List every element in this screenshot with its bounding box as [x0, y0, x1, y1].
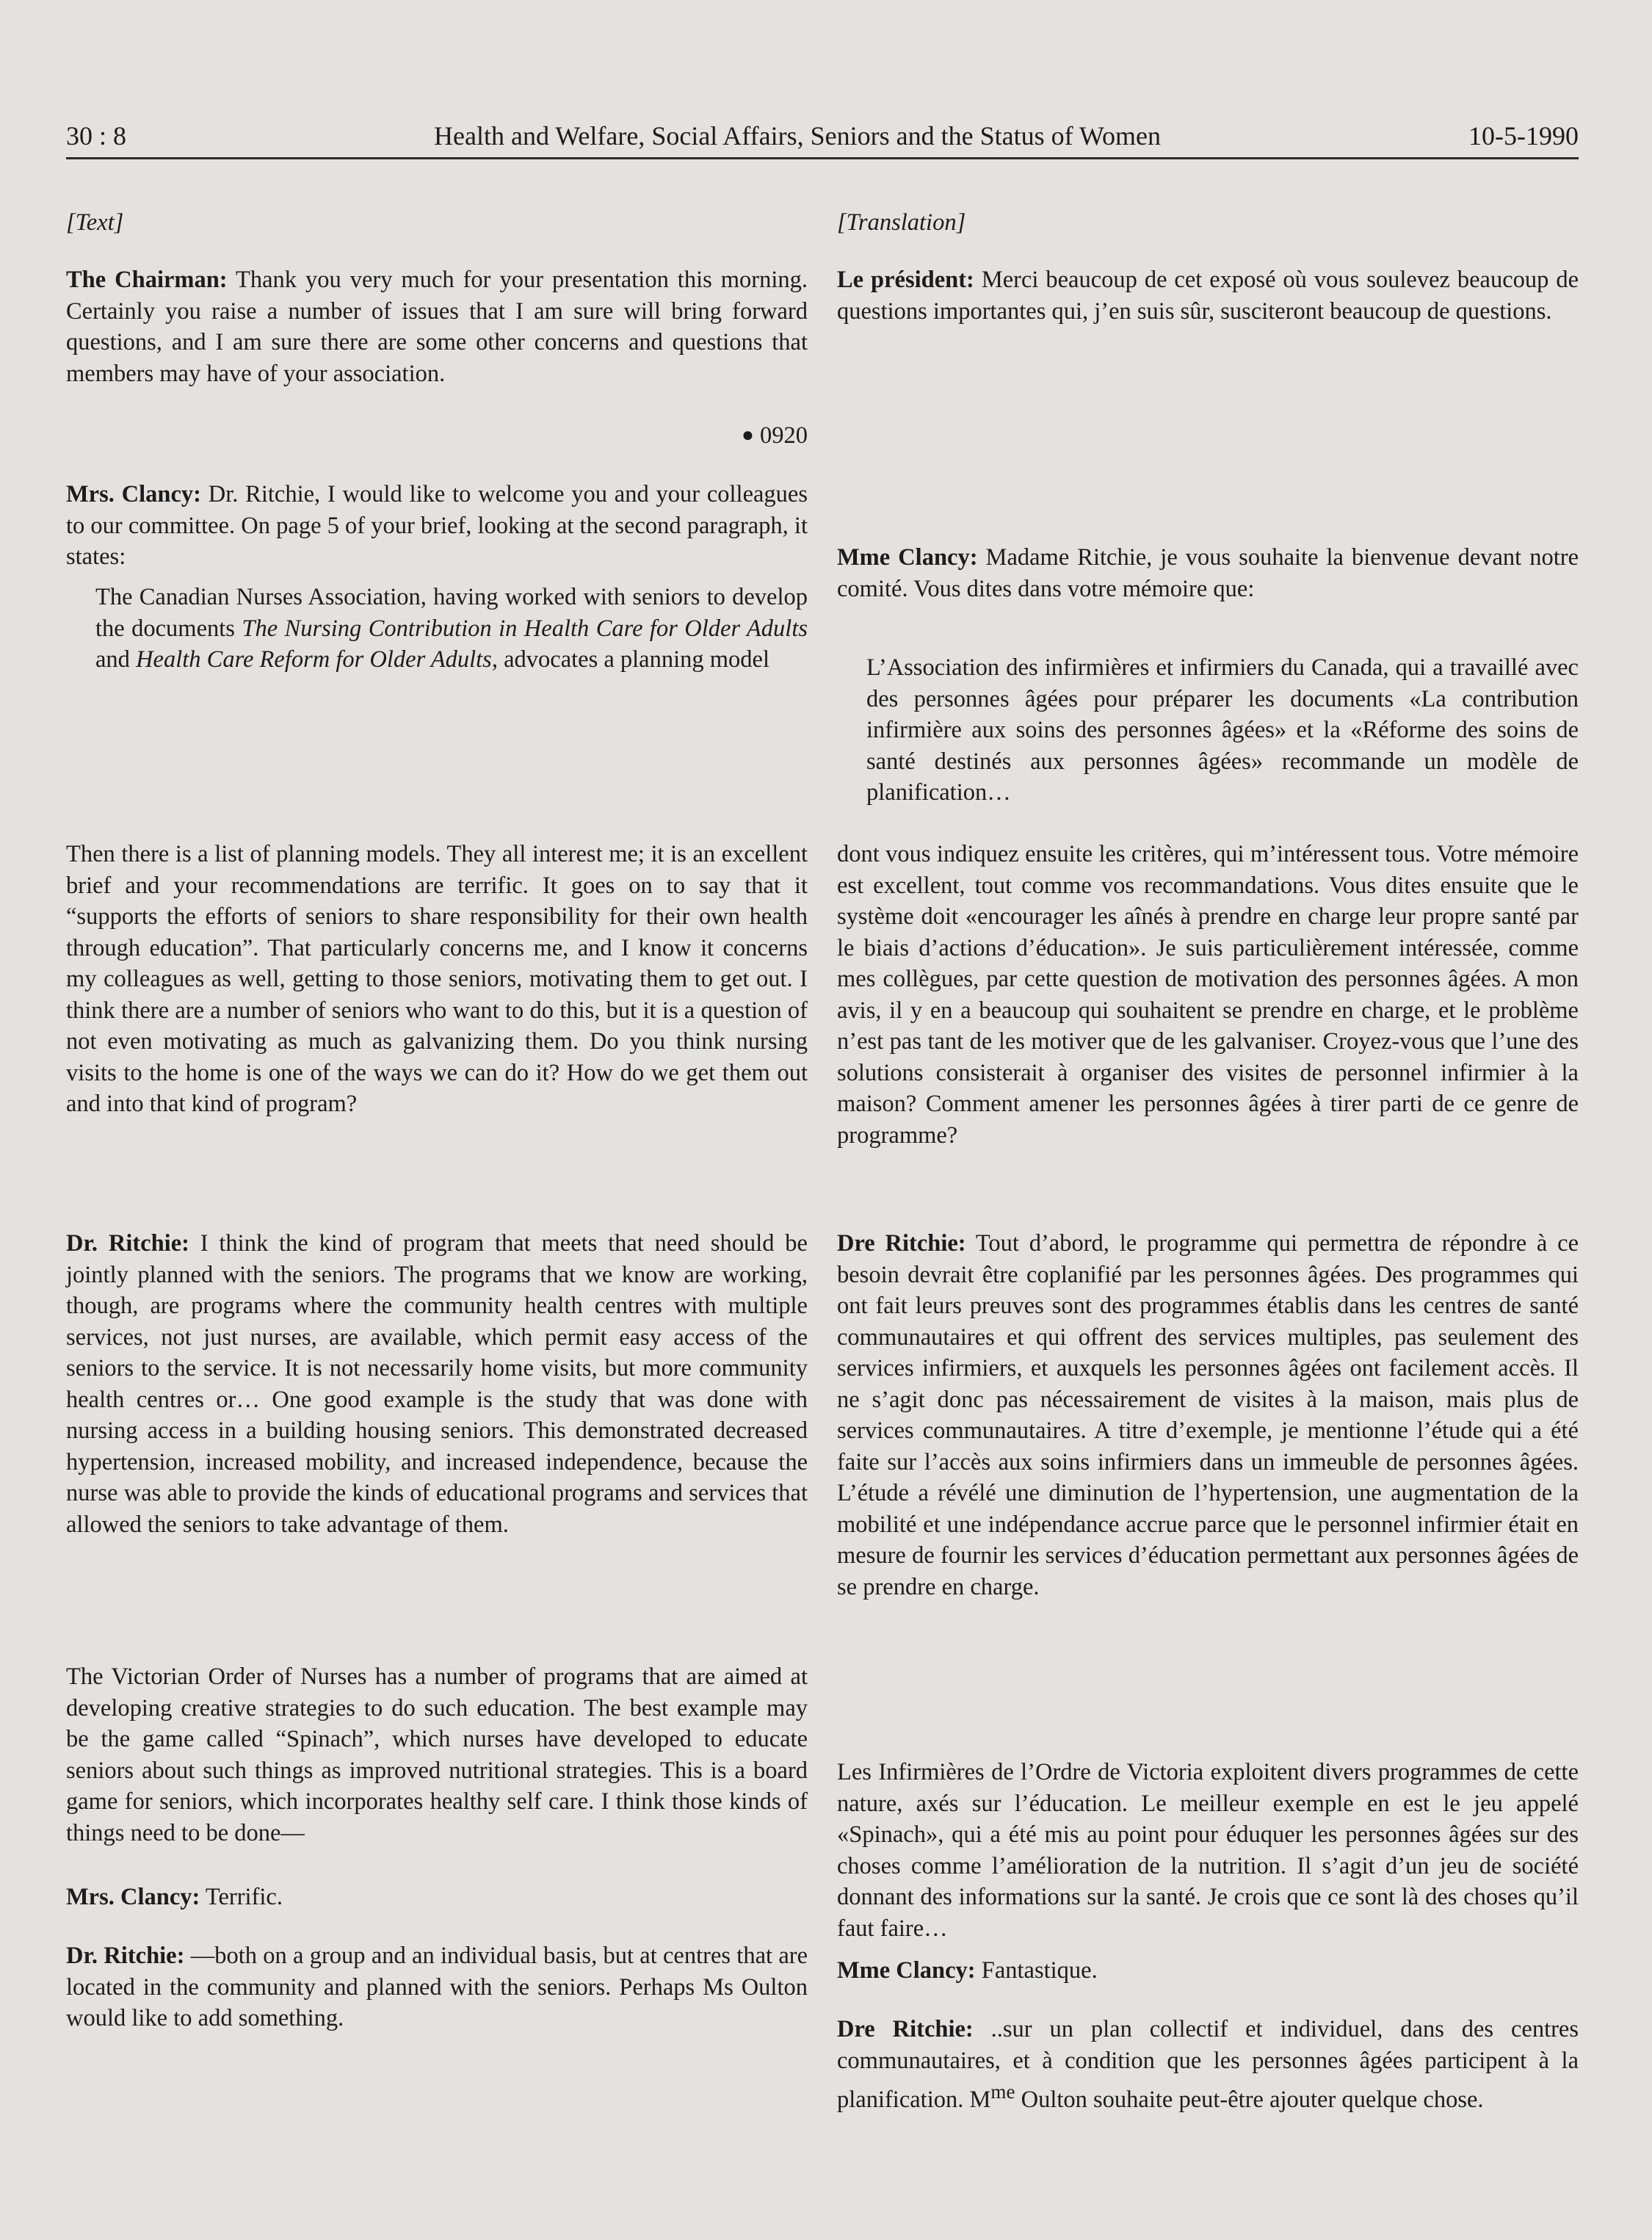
bullet-dot-icon: ● [741, 424, 754, 447]
paragraph-clancy-terrific [66, 1882, 808, 1913]
header-date: 10-5-1990 [1468, 121, 1579, 151]
header-rule [66, 157, 1579, 159]
paragraph-ritchie-closing-fr: Dre Ritchie: ..sur un plan collectif et individuel, dans des centres communautaires, et à condition que les personnes âgées participent à la planification. $M^{me}$ Oulton souhaite peut-être ajouter quelque chose. [837, 2016, 1579, 2113]
speaker-name: The Chairman: [66, 267, 228, 293]
paragraph-ritchie-closing [66, 1940, 808, 2034]
speaker-name: Mrs. Clancy: [66, 1884, 200, 1910]
document-title-1: The Nursing Contribution in Health Care for Older Adults [242, 615, 808, 642]
paragraph-von-programs: The Victorian Order of Nurses has a number of programs that are aimed at developing creative strategies to do such education. The best example may be the game called “Spinach”, which nurses have developed to educate seniors about such things as improved nutritional strategies. This is a board game for seniors, which incorporates healthy self care. I think those kinds of things need to be done— [66, 1663, 808, 1846]
page-header [66, 120, 1579, 151]
speech-text: Tout d’abord, le programme qui permettra de répondre à ce besoin devrait être coplanifié par les personnes âgées. Des programmes qui ont fait leurs preuves sont des programmes établis dans les centres de santé communautaires et qui offrent des services multiples, pas seulement des services infirmiers, et auxquels les personnes âgées ont facilement accès. Il ne s’agit donc pas nécessairement de visites à la maison, mais plus de services communautaires. A titre d’exemple, je mentionne l’étude qui a été faite sur l’accès aux soins infirmiers dans un immeuble de personnes âgées. L’étude a révélé une diminution de l’hypertension, une augmentation de la mobilité et une indépendance accrue parce que le personnel infirmier était en mesure de fournir les services d’éducation permettant aux personnes âgées de se prendre en charge. [837, 1230, 1579, 1600]
speaker-name: Dr. Ritchie: [66, 1943, 185, 1969]
paragraph-clancy-question-fr [837, 542, 1579, 604]
speaker-name: Mme Clancy: [837, 1957, 976, 1984]
document-title-2: Health Care Reform for Older Adults [136, 646, 492, 673]
paragraph-clancy-fantastique [837, 1955, 1579, 1987]
committee-title: Health and Welfare, Social Affairs, Seniors and the Status of Women [434, 121, 1161, 151]
speech-text: Merci beaucoup de cet exposé où vous soulevez beaucoup de questions importantes qui, j’en suis sûr, susciteront beaucoup de questions. [837, 267, 1579, 325]
paragraph-clancy-continued-fr: dont vous indiquez ensuite les critères, qui m’intéressent tous. Votre mémoire est excellent, tout comme vos recommandations. Vous dites ensuite que le système doit «encourager les aînés à prendre en charge leur propre santé par le biais d’actions d’éducation». Je suis particulièrement intéressée, comme mes collègues, par cette question de motivation des personnes âgées. A mon avis, il y en a beaucoup qui souhaitent se prendre en charge, et le problème n’est pas tant de les motiver que de les galvaniser. Croyez-vous que l’une des solutions consisterait à organiser des visites de personnel infirmier à la maison? Comment amener les personnes âgées à tirer parti de ce genre de programme? [837, 841, 1579, 1149]
speech-text: ..sur un plan collectif et individuel, dans des centres communautaires, et à condition que les personnes âgées participent à la planification. M [837, 2016, 1579, 2113]
speaker-name: Mme Clancy: [837, 544, 978, 571]
speech-text: —both on a group and an individual basis, but at centres that are located in the community and planned with the seniors. Perhaps Ms Oulton would like to add something. [66, 1943, 808, 2031]
paragraph-ritchie-answer [66, 1228, 808, 1540]
speech-text: I think the kind of program that meets that need should be jointly planned with the seniors. The programs that we know are working, though, are programs where the community health centres with multiple services, not just nurses, are available, which permit easy access of the seniors to the service. It is not necessarily home visits, but more community health centres or… One good example is the study that was done with nursing access in a building housing seniors. This demonstrated decreased hypertension, increased mobility, and increased independence, because the nurse was able to provide the kinds of educational programs and services that allowed the seniors to take advantage of them. [66, 1230, 808, 1538]
section-label-text: [Text] [66, 209, 124, 236]
block-quote: The Canadian Nurses Association, having worked with seniors to develop the documents The Nursing Contribution in Health Care for Older Adults and Health Care Reform for Older Adults, advocates a planning model [95, 584, 808, 673]
speech-text: Terrific. [200, 1884, 283, 1910]
paragraph-clancy-question [66, 479, 808, 573]
time-marker [742, 420, 808, 452]
speech-text: Thank you very much for your presentation this morning. Certainly you raise a number of issues that I am sure will bring forward questions, and I am sure there are some other concerns and questions that members may have of your association. [66, 267, 808, 387]
block-quote-fr: L’Association des infirmières et infirmiers du Canada, qui a travaillé avec des personnes âgées pour préparer les documents «La contribution infirmière aux soins des personnes âgées» et la «Réforme des soins de santé destinés aux personnes âgées» recommande un modèle de planification… [866, 654, 1579, 806]
speaker-name: Dr. Ritchie: [66, 1230, 189, 1257]
time-marker-value: 0920 [760, 422, 808, 449]
speech-text: Madame Ritchie, je vous souhaite la bienvenue devant notre comité. Vous dites dans votre mémoire que: [837, 544, 1579, 602]
speaker-name: Dre Ritchie: [837, 1230, 966, 1257]
section-label-translation: [Translation] [837, 209, 966, 236]
paragraph-chairman [66, 264, 808, 389]
speaker-name: Mrs. Clancy: [66, 481, 201, 507]
paragraph-ritchie-answer-fr [837, 1228, 1579, 1603]
superscript: me [990, 2081, 1015, 2103]
speaker-name: Le président: [837, 267, 974, 293]
paragraph-von-programs-fr: Les Infirmières de l’Ordre de Victoria exploitent divers programmes de cette nature, axés sur l’éducation. Le meilleur exemple en est le jeu appelé «Spinach», qui a été mis au point pour éduquer les personnes âgées sur des choses comme l’amélioration de la nutrition. Il s’agit d’un jeu de société donnant des informations sur la santé. Je crois que ce sont là des choses qu’il faut faire… [837, 1759, 1579, 1942]
speech-text: Fantastique. [975, 1957, 1098, 1984]
speech-text: Dr. Ritchie, I would like to welcome you and your colleagues to our committee. On page 5 of your brief, looking at the second paragraph, it states: [66, 481, 808, 570]
speaker-name: Dre Ritchie: [837, 2016, 974, 2042]
page-number: 30 : 8 [66, 121, 127, 151]
paragraph-president [837, 264, 1579, 327]
paragraph-clancy-continued: Then there is a list of planning models. They all interest me; it is an excellent brief and your recommendations are terrific. It goes on to say that it “supports the efforts of seniors to share responsibility for their own health through education”. That particularly concerns me, and I know it concerns my colleagues as well, getting to those seniors, motivating them to get out. I think there are a number of seniors who want to do this, but it is a question of not even motivating as much as galvanizing them. Do you think nursing visits to the home is one of the ways we can do it? How do we get them out and into that kind of program? [66, 841, 808, 1117]
